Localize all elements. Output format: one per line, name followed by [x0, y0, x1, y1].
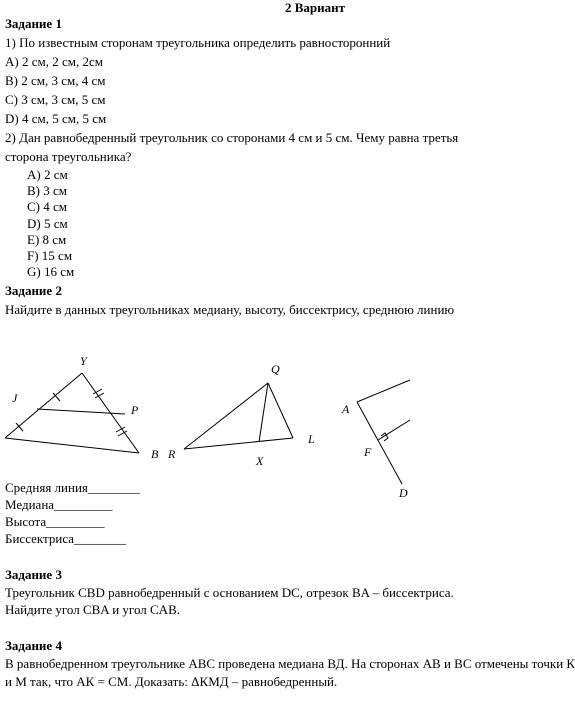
variant-label: 2 Вариант — [285, 0, 346, 15]
answer-bisector: Биссектриса________ — [5, 531, 127, 546]
label-f: F — [364, 445, 372, 459]
q1-option-c: С) 3 см, 3 см, 5 см — [5, 92, 106, 107]
q2-option-d: D) 5 см — [27, 216, 68, 231]
label-x: X — [256, 454, 264, 468]
q2-option-c: C) 4 см — [27, 199, 67, 214]
label-j: J — [12, 391, 18, 405]
q2-option-f: F) 15 см — [27, 248, 73, 263]
label-p: P — [131, 403, 139, 417]
task4-line2: и М так, что АК = СМ. Доказать: ΔКМД – равнобедренный. — [5, 674, 338, 689]
q2-option-e: E) 8 см — [27, 232, 67, 247]
task3-title: Задание 3 — [5, 567, 62, 582]
task3-line1: Треугольник CBD равнобедренный с основанием DC, отрезок BA – биссектриса. — [5, 585, 454, 600]
label-b: B — [151, 447, 159, 461]
q2-option-a: A) 2 см — [27, 167, 68, 182]
answer-altitude: Высота_________ — [5, 514, 105, 529]
label-q: Q — [271, 362, 280, 376]
label-a: A — [342, 402, 350, 416]
task1-question2-line2: сторона треугольника? — [5, 149, 132, 164]
task1-question2-line1: 2) Дан равнобедренный треугольник со сторонами 4 см и 5 см. Чему равна третья — [5, 130, 459, 145]
task3-line2: Найдите угол CBA и угол CAB. — [5, 602, 180, 617]
q1-option-a: А) 2 см, 2 см, 2см — [5, 54, 103, 69]
q2-option-g: G) 16 см — [27, 264, 75, 279]
task4-title: Задание 4 — [5, 638, 62, 653]
answer-midline: Средняя линия________ — [5, 480, 140, 495]
task4-line1: В равнобедренном треугольнике ABC проведена медиана ВД. На сторонах АВ и ВС отмечены точки К — [5, 656, 575, 671]
task2-text: Найдите в данных треугольниках медиану, высоту, биссектрису, среднюю линию — [5, 302, 455, 317]
task1-question1: 1) По известным сторонам треугольника определить равносторонний — [5, 35, 391, 50]
q1-option-b: В) 2 см, 3 см, 4 см — [5, 73, 106, 88]
label-l: L — [308, 432, 315, 446]
label-d: D — [399, 486, 408, 500]
label-y: Y — [80, 354, 87, 368]
label-r: R — [168, 447, 176, 461]
task2-title: Задание 2 — [5, 283, 62, 298]
midline — [37, 409, 125, 414]
cevian-qx — [259, 383, 268, 442]
answer-median: Медиана_________ — [5, 497, 113, 512]
q2-option-b: B) 3 см — [27, 183, 67, 198]
triangle-afd — [357, 380, 410, 484]
triangle-rql — [184, 383, 293, 449]
q1-option-d: D) 4 см, 5 см, 5 см — [5, 111, 107, 126]
task1-title: Задание 1 — [5, 16, 62, 31]
triangle-jyb — [5, 373, 139, 453]
